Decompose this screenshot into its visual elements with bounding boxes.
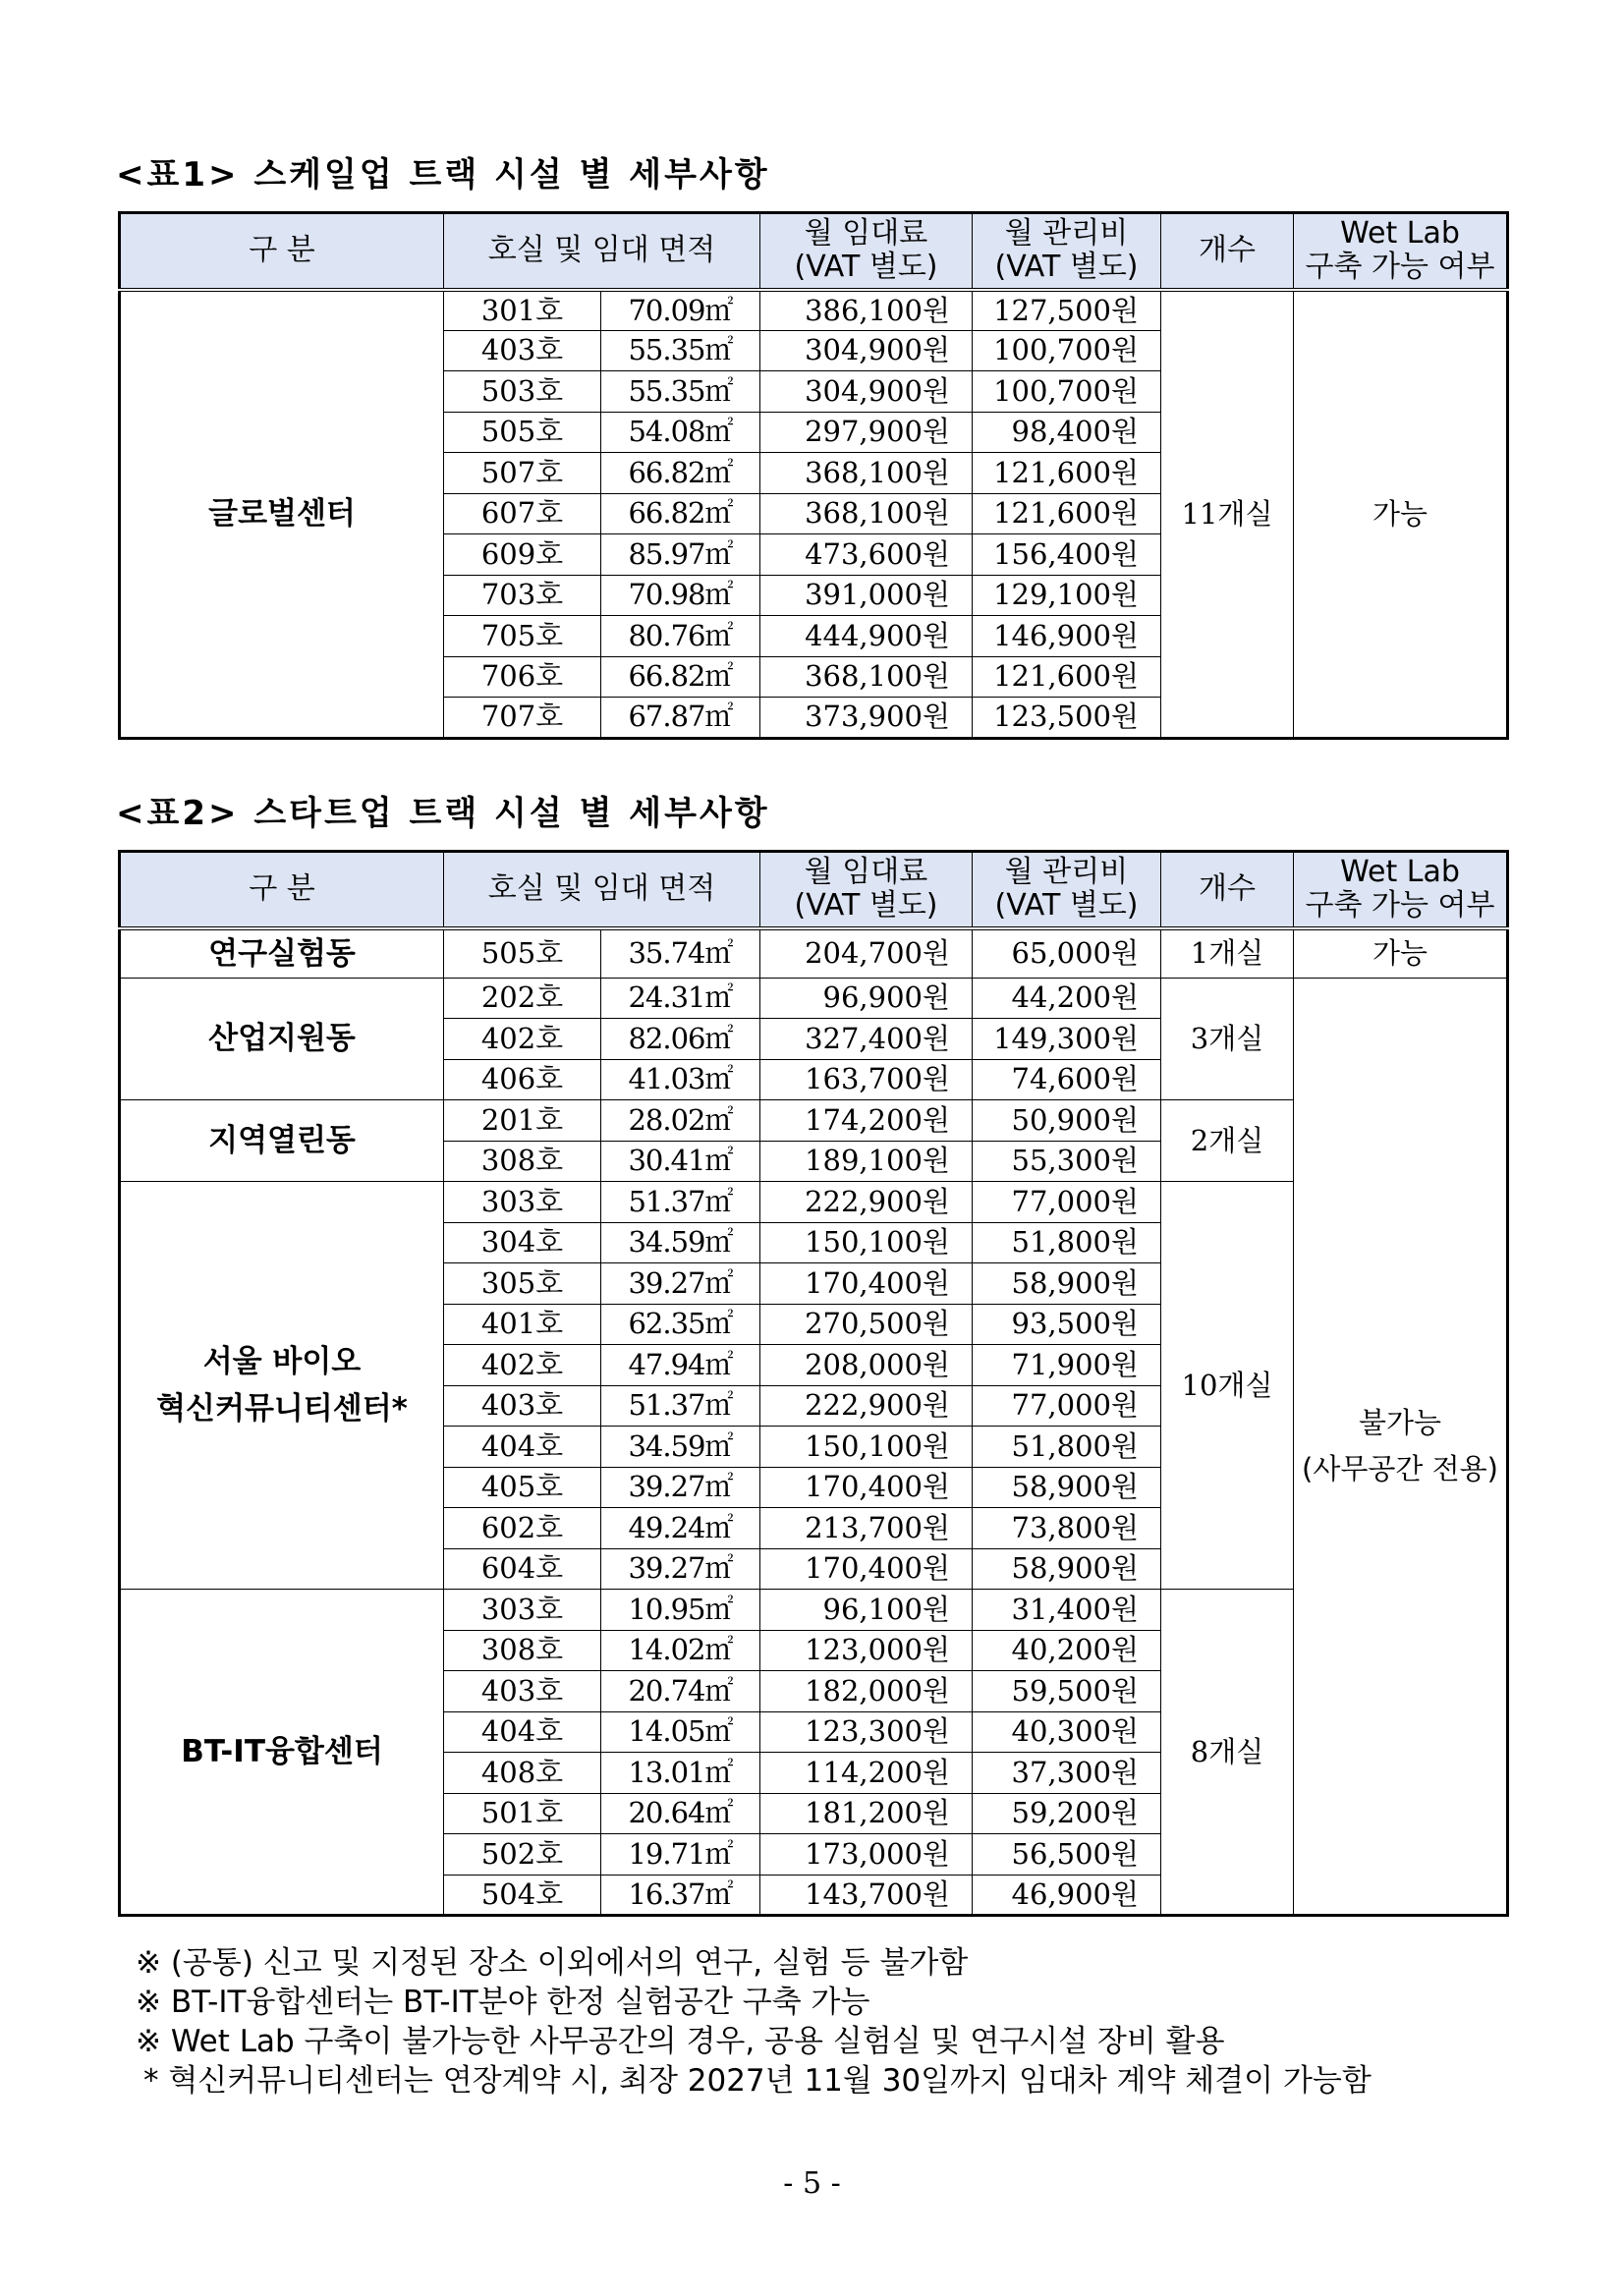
count-cell: 3개실: [1161, 978, 1294, 1100]
room-cell: 502호: [444, 1834, 601, 1876]
area-cell: 70.09㎡: [601, 290, 760, 331]
scaleup-facility-table: [118, 211, 1509, 740]
room-cell: 707호: [444, 698, 601, 739]
fee-cell: 77,000원: [973, 1182, 1161, 1223]
group-name-cell: 지역열린동: [120, 1100, 444, 1182]
fee-cell: 50,900원: [973, 1100, 1161, 1142]
fee-cell: 156,400원: [973, 534, 1161, 576]
footnotes: [136, 1943, 1372, 2100]
room-cell: 505호: [444, 928, 601, 979]
header-fee-line2: (VAT 별도): [994, 888, 1139, 924]
wetlab-line2: (사무공간 전용): [1302, 1451, 1498, 1485]
fee-cell: 58,900원: [973, 1467, 1161, 1508]
wetlab-line1: 불가능: [1358, 1406, 1442, 1440]
rent-cell: 368,100원: [760, 656, 973, 698]
fee-cell: 123,500원: [973, 698, 1161, 739]
room-cell: 408호: [444, 1753, 601, 1794]
room-cell: 402호: [444, 1345, 601, 1386]
area-cell: 30.41㎡: [601, 1141, 760, 1182]
area-cell: 24.31㎡: [601, 978, 760, 1019]
group-name-cell: 글로벌센터: [120, 290, 444, 739]
room-cell: 303호: [444, 1590, 601, 1631]
header-room-area: 호실 및 임대 면적: [444, 213, 760, 290]
room-cell: 305호: [444, 1263, 601, 1305]
area-cell: 82.06㎡: [601, 1019, 760, 1060]
area-cell: 35.74㎡: [601, 928, 760, 979]
fee-cell: 58,900원: [973, 1263, 1161, 1305]
header-fee: [973, 213, 1161, 290]
room-cell: 505호: [444, 412, 601, 453]
fee-cell: 56,500원: [973, 1834, 1161, 1876]
wetlab-cell: 가능: [1294, 290, 1508, 739]
area-cell: 47.94㎡: [601, 1345, 760, 1386]
count-cell: 8개실: [1161, 1590, 1294, 1916]
footnote: ※ Wet Lab 구축이 불가능한 사무공간의 경우, 공용 실험실 및 연구시설 장비 활용: [136, 2024, 1225, 2059]
table1-caption: <표1> 스케일업 트랙 시설 별 세부사항: [116, 155, 770, 195]
rent-cell: 96,100원: [760, 1590, 973, 1631]
header-wetlab-line1: Wet Lab: [1340, 854, 1460, 889]
area-cell: 34.59㎡: [601, 1427, 760, 1468]
area-cell: 39.27㎡: [601, 1467, 760, 1508]
header-wetlab-line1: Wet Lab: [1340, 215, 1460, 251]
count-cell: 11개실: [1161, 290, 1294, 739]
rent-cell: 182,000원: [760, 1671, 973, 1712]
header-rent: [760, 852, 973, 928]
fee-cell: 31,400원: [973, 1590, 1161, 1631]
fee-cell: 149,300원: [973, 1019, 1161, 1060]
footnote: ※ (공통) 신고 및 지정된 장소 이외에서의 연구, 실험 등 불가함: [136, 1945, 969, 1981]
rent-cell: 304,900원: [760, 330, 973, 371]
fee-cell: 121,600원: [973, 453, 1161, 494]
area-cell: 41.03㎡: [601, 1059, 760, 1100]
header-rent-line2: (VAT 별도): [794, 888, 938, 924]
fee-cell: 59,200원: [973, 1793, 1161, 1834]
room-cell: 404호: [444, 1427, 601, 1468]
rent-cell: 386,100원: [760, 290, 973, 331]
room-cell: 504호: [444, 1875, 601, 1916]
rent-cell: 189,100원: [760, 1141, 973, 1182]
table-row: [120, 978, 1508, 1019]
header-count: 개수: [1161, 213, 1294, 290]
rent-cell: 181,200원: [760, 1793, 973, 1834]
fee-cell: 127,500원: [973, 290, 1161, 331]
rent-cell: 222,900원: [760, 1385, 973, 1427]
header-fee-line2: (VAT 별도): [994, 250, 1139, 285]
room-cell: 609호: [444, 534, 601, 576]
area-cell: 39.27㎡: [601, 1263, 760, 1305]
header-wetlab: [1294, 213, 1508, 290]
header-category: 구 분: [120, 852, 444, 928]
room-cell: 401호: [444, 1304, 601, 1345]
rent-cell: 170,400원: [760, 1467, 973, 1508]
table2-caption: <표2> 스타트업 트랙 시설 별 세부사항: [116, 794, 770, 833]
area-cell: 51.37㎡: [601, 1385, 760, 1427]
room-cell: 402호: [444, 1019, 601, 1060]
header-fee-line1: 월 관리비: [1004, 215, 1129, 251]
area-cell: 10.95㎡: [601, 1590, 760, 1631]
rent-cell: 368,100원: [760, 493, 973, 534]
fee-cell: 40,200원: [973, 1630, 1161, 1671]
fee-cell: 74,600원: [973, 1059, 1161, 1100]
rent-cell: 213,700원: [760, 1508, 973, 1549]
room-cell: 403호: [444, 1671, 601, 1712]
rent-cell: 163,700원: [760, 1059, 973, 1100]
page-number: - 5 -: [783, 2166, 841, 2201]
rent-cell: 150,100원: [760, 1427, 973, 1468]
room-cell: 501호: [444, 1793, 601, 1834]
rent-cell: 473,600원: [760, 534, 973, 576]
room-cell: 202호: [444, 978, 601, 1019]
fee-cell: 40,300원: [973, 1711, 1161, 1753]
room-cell: 403호: [444, 1385, 601, 1427]
area-cell: 62.35㎡: [601, 1304, 760, 1345]
area-cell: 39.27㎡: [601, 1548, 760, 1590]
rent-cell: 327,400원: [760, 1019, 973, 1060]
area-cell: 14.02㎡: [601, 1630, 760, 1671]
rent-cell: 170,400원: [760, 1548, 973, 1590]
count-cell: 1개실: [1161, 928, 1294, 979]
header-rent-line1: 월 임대료: [804, 215, 928, 251]
fee-cell: 44,200원: [973, 978, 1161, 1019]
rent-cell: 174,200원: [760, 1100, 973, 1142]
room-cell: 303호: [444, 1182, 601, 1223]
rent-cell: 170,400원: [760, 1263, 973, 1305]
header-wetlab: [1294, 852, 1508, 928]
fee-cell: 71,900원: [973, 1345, 1161, 1386]
rent-cell: 444,900원: [760, 616, 973, 657]
room-cell: 602호: [444, 1508, 601, 1549]
rent-cell: 204,700원: [760, 928, 973, 979]
area-cell: 20.64㎡: [601, 1793, 760, 1834]
fee-cell: 121,600원: [973, 493, 1161, 534]
count-cell: 10개실: [1161, 1182, 1294, 1590]
room-cell: 405호: [444, 1467, 601, 1508]
area-cell: 54.08㎡: [601, 412, 760, 453]
fee-cell: 59,500원: [973, 1671, 1161, 1712]
group-name-line2: 혁신커뮤니티센터*: [156, 1391, 408, 1428]
area-cell: 85.97㎡: [601, 534, 760, 576]
rent-cell: 270,500원: [760, 1304, 973, 1345]
area-cell: 49.24㎡: [601, 1508, 760, 1549]
area-cell: 55.35㎡: [601, 371, 760, 413]
rent-cell: 297,900원: [760, 412, 973, 453]
rent-cell: 96,900원: [760, 978, 973, 1019]
rent-cell: 143,700원: [760, 1875, 973, 1916]
area-cell: 66.82㎡: [601, 453, 760, 494]
fee-cell: 77,000원: [973, 1385, 1161, 1427]
group-name-cell: 연구실험동: [120, 928, 444, 979]
count-cell: 2개실: [1161, 1100, 1294, 1182]
rent-cell: 114,200원: [760, 1753, 973, 1794]
room-cell: 604호: [444, 1548, 601, 1590]
rent-cell: 373,900원: [760, 698, 973, 739]
room-cell: 308호: [444, 1630, 601, 1671]
header-rent-line2: (VAT 별도): [794, 250, 938, 285]
header-fee-line1: 월 관리비: [1004, 854, 1129, 889]
area-cell: 14.05㎡: [601, 1711, 760, 1753]
rent-cell: 123,000원: [760, 1630, 973, 1671]
header-room-area: 호실 및 임대 면적: [444, 852, 760, 928]
header-wetlab-line2: 구축 가능 여부: [1305, 888, 1495, 924]
room-cell: 406호: [444, 1059, 601, 1100]
fee-cell: 93,500원: [973, 1304, 1161, 1345]
fee-cell: 46,900원: [973, 1875, 1161, 1916]
fee-cell: 121,600원: [973, 656, 1161, 698]
fee-cell: 146,900원: [973, 616, 1161, 657]
area-cell: 34.59㎡: [601, 1222, 760, 1263]
room-cell: 703호: [444, 575, 601, 616]
room-cell: 403호: [444, 330, 601, 371]
area-cell: 13.01㎡: [601, 1753, 760, 1794]
room-cell: 507호: [444, 453, 601, 494]
group-name-line1: 서울 바이오: [202, 1344, 362, 1379]
rent-cell: 304,900원: [760, 371, 973, 413]
room-cell: 304호: [444, 1222, 601, 1263]
fee-cell: 129,100원: [973, 575, 1161, 616]
group-name-cell: BT-IT융합센터: [120, 1590, 444, 1916]
fee-cell: 51,800원: [973, 1427, 1161, 1468]
room-cell: 706호: [444, 656, 601, 698]
fee-cell: 73,800원: [973, 1508, 1161, 1549]
room-cell: 404호: [444, 1711, 601, 1753]
header-wetlab-line2: 구축 가능 여부: [1305, 250, 1495, 285]
area-cell: 80.76㎡: [601, 616, 760, 657]
fee-cell: 65,000원: [973, 928, 1161, 979]
rent-cell: 368,100원: [760, 453, 973, 494]
rent-cell: 208,000원: [760, 1345, 973, 1386]
area-cell: 20.74㎡: [601, 1671, 760, 1712]
area-cell: 66.82㎡: [601, 656, 760, 698]
fee-cell: 58,900원: [973, 1548, 1161, 1590]
fee-cell: 37,300원: [973, 1753, 1161, 1794]
fee-cell: 55,300원: [973, 1141, 1161, 1182]
table-row: [120, 290, 1508, 331]
header-rent-line1: 월 임대료: [804, 854, 928, 889]
group-name-cell: 산업지원동: [120, 978, 444, 1100]
fee-cell: 51,800원: [973, 1222, 1161, 1263]
table-header-row: [120, 213, 1508, 290]
rent-cell: 391,000원: [760, 575, 973, 616]
wetlab-cell: [1294, 978, 1508, 1916]
header-count: 개수: [1161, 852, 1294, 928]
room-cell: 308호: [444, 1141, 601, 1182]
header-rent: [760, 213, 973, 290]
area-cell: 19.71㎡: [601, 1834, 760, 1876]
room-cell: 705호: [444, 616, 601, 657]
wetlab-cell: 가능: [1294, 928, 1508, 979]
header-category: 구 분: [120, 213, 444, 290]
footnote: ※ BT-IT융합센터는 BT-IT분야 한정 실험공간 구축 가능: [136, 1985, 870, 2020]
room-cell: 201호: [444, 1100, 601, 1142]
fee-cell: 100,700원: [973, 330, 1161, 371]
area-cell: 28.02㎡: [601, 1100, 760, 1142]
area-cell: 51.37㎡: [601, 1182, 760, 1223]
startup-facility-table: [118, 850, 1509, 1917]
room-cell: 607호: [444, 493, 601, 534]
header-fee: [973, 852, 1161, 928]
rent-cell: 150,100원: [760, 1222, 973, 1263]
room-cell: 503호: [444, 371, 601, 413]
rent-cell: 222,900원: [760, 1182, 973, 1223]
area-cell: 16.37㎡: [601, 1875, 760, 1916]
group-name-cell: [120, 1182, 444, 1590]
room-cell: 301호: [444, 290, 601, 331]
table-header-row: [120, 852, 1508, 928]
table-row: [120, 928, 1508, 979]
rent-cell: 123,300원: [760, 1711, 973, 1753]
area-cell: 67.87㎡: [601, 698, 760, 739]
fee-cell: 98,400원: [973, 412, 1161, 453]
rent-cell: 173,000원: [760, 1834, 973, 1876]
fee-cell: 100,700원: [973, 371, 1161, 413]
area-cell: 70.98㎡: [601, 575, 760, 616]
area-cell: 55.35㎡: [601, 330, 760, 371]
footnote: * 혁신커뮤니티센터는 연장계약 시, 최장 2027년 11월 30일까지 임대차 계약 체결이 가능함: [143, 2063, 1372, 2099]
area-cell: 66.82㎡: [601, 493, 760, 534]
